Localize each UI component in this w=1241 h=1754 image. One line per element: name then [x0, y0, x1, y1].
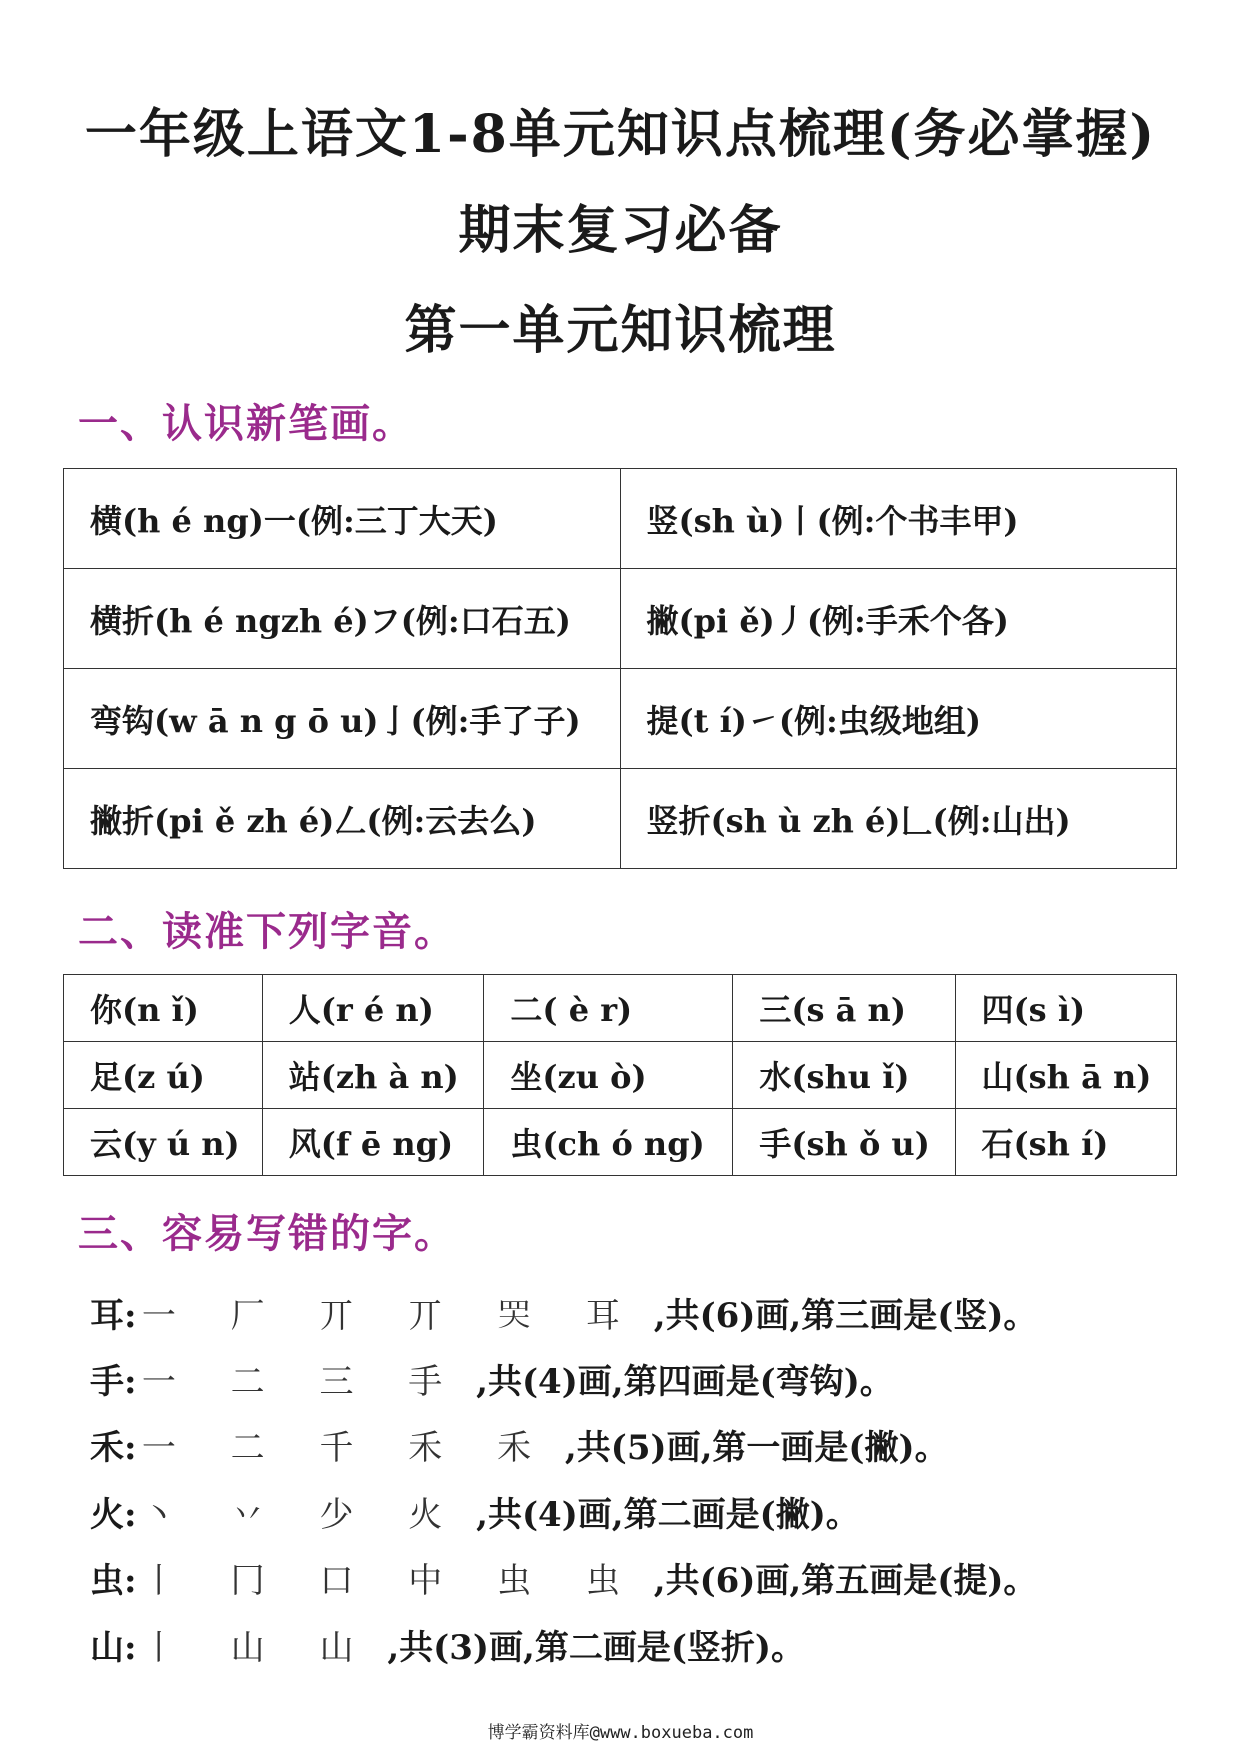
table-cell: 云(y ú n): [64, 1109, 263, 1176]
table-cell: 站(zh à n): [262, 1042, 484, 1109]
stroke-order-line: [90, 1620, 805, 1669]
table-row: [64, 1109, 1177, 1176]
table-cell: 弯钩(w ā n g ō u)亅(例:手了子): [64, 669, 621, 769]
document-subtitle: 期末复习必备: [458, 200, 783, 261]
unit-title: 第一单元知识梳理: [404, 300, 837, 361]
section-heading-mistakes: 三、容易写错的字。: [78, 1210, 456, 1257]
char-label: 火:: [90, 1495, 137, 1535]
table-cell: 手(sh ǒ u): [733, 1109, 955, 1176]
stroke-sequence: 丨 山 山: [141, 1628, 376, 1668]
stroke-description: ,共(6)画,第五画是(提)。: [653, 1561, 1038, 1601]
table-cell: 二( è r): [484, 975, 733, 1042]
char-label: 虫:: [90, 1561, 137, 1601]
table-cell: 人(r é n): [262, 975, 484, 1042]
table-cell: 提(t í)㇀(例:虫级地组): [620, 669, 1177, 769]
table-row: [64, 769, 1177, 869]
footer-watermark: 博学霸资料库@www.boxueba.com: [487, 1723, 754, 1743]
section-heading-sounds: 二、读准下列字音。: [78, 908, 456, 955]
stroke-sequence: 丶 丷 少 火: [141, 1495, 465, 1535]
sounds-table: [63, 974, 1177, 1176]
stroke-order-line: [90, 1354, 894, 1403]
table-cell: 虫(ch ó ng): [484, 1109, 733, 1176]
strokes-table: [63, 468, 1177, 869]
table-cell: 坐(zu ò): [484, 1042, 733, 1109]
stroke-order-line: [90, 1487, 860, 1536]
stroke-sequence: 丨 冂 口 中 虫 虫: [141, 1561, 642, 1601]
table-cell: 四(s ì): [955, 975, 1176, 1042]
table-cell: 足(z ú): [64, 1042, 263, 1109]
table-cell: 竖(sh ù)丨(例:个书丰甲): [620, 469, 1177, 569]
table-cell: 山(sh ā n): [955, 1042, 1176, 1109]
stroke-sequence: 一 厂 丌 丌 𦉼 耳: [141, 1296, 642, 1336]
stroke-order-line: [90, 1288, 1037, 1337]
table-cell: 竖折(sh ù zh é)𠃊(例:山出): [620, 769, 1177, 869]
document-title: 一年级上语文1-8单元知识点梳理(务必掌握): [84, 104, 1157, 165]
section-heading-strokes: 一、认识新笔画。: [78, 400, 414, 447]
stroke-sequence: 一 二 千 禾 禾: [141, 1428, 554, 1468]
stroke-sequence: 一 二 三 手: [141, 1362, 465, 1402]
stroke-description: ,共(4)画,第二画是(撇)。: [476, 1495, 860, 1535]
table-row: [64, 1042, 1177, 1109]
stroke-description: ,共(6)画,第三画是(竖)。: [653, 1296, 1038, 1336]
stroke-description: ,共(5)画,第一画是(撇)。: [564, 1428, 949, 1468]
char-label: 禾:: [90, 1428, 137, 1468]
table-cell: 石(sh í): [955, 1109, 1176, 1176]
table-cell: 你(n ǐ): [64, 975, 263, 1042]
table-cell: 三(s ā n): [733, 975, 955, 1042]
table-cell: 撇(pi ě)丿(例:手禾个各): [620, 569, 1177, 669]
char-label: 手:: [90, 1362, 137, 1402]
char-label: 耳:: [90, 1296, 137, 1336]
stroke-description: ,共(3)画,第二画是(竖折)。: [387, 1628, 805, 1668]
stroke-order-line: [90, 1553, 1037, 1602]
table-row: [64, 669, 1177, 769]
char-label: 山:: [90, 1628, 137, 1668]
table-row: [64, 569, 1177, 669]
table-cell: 撇折(pi ě zh é)𠃋(例:云去么): [64, 769, 621, 869]
table-row: [64, 975, 1177, 1042]
table-cell: 横(h é ng)一(例:三丁大天): [64, 469, 621, 569]
stroke-description: ,共(4)画,第四画是(弯钩)。: [476, 1362, 894, 1402]
table-cell: 风(f ē ng): [262, 1109, 484, 1176]
table-cell: 水(shu ǐ): [733, 1042, 955, 1109]
table-row: [64, 469, 1177, 569]
table-cell: 横折(h é ngzh é)フ(例:口石五): [64, 569, 621, 669]
stroke-order-line: [90, 1420, 949, 1469]
